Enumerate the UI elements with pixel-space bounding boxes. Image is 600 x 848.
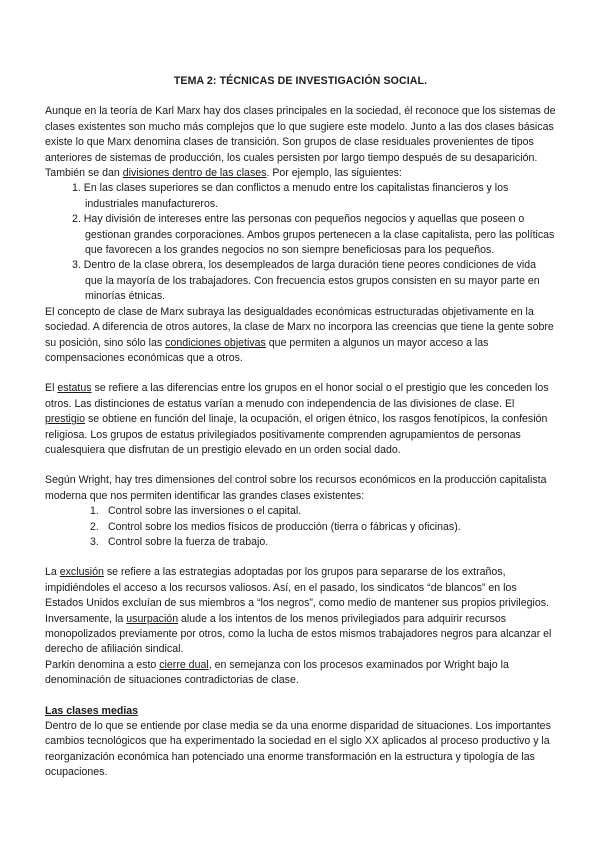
division-item: 2. Hay división de intereses entre las personas con pequeños negocios y aquellas que poseen o gestionan grandes corporaciones. Ambos grupos pertenecen a la clase capitalista, pero las políticas que favorecen a los grandes negocios no son siempre beneficiosas para los pequeños.: [72, 213, 555, 257]
list-number: 2.: [90, 520, 99, 533]
division-item: 3. Dentro de la clase obrera, los desempleados de larga duración tiene peores condiciones de vida que la mayoría de los trabajadores. Con frecuencia estos grupos consisten en su mayor parte en minorías étnicas.: [72, 259, 540, 303]
usurpacion-paragraph: [45, 612, 556, 658]
list-item: [45, 504, 556, 519]
term-usurpacion: usurpación: [126, 612, 179, 625]
concept-text: El concepto de clase de Marx subraya las desigualdades económicas estructuradas objetivamente en la sociedad. A diferencia de otros autores, la clase de Marx no incorpora las creencias que tiene la gente sobre su posición, sino sólo las: [45, 305, 554, 349]
estatus-text: El: [45, 382, 58, 395]
list-item: [45, 535, 556, 550]
parkin-text: Parkin denomina a esto: [45, 658, 160, 671]
term-cierre-dual: cierre dual: [159, 658, 209, 671]
concept-paragraph: [45, 305, 556, 367]
clases-medias-paragraph: Dentro de lo que se entiende por clase media se da una enorme disparidad de situaciones. Los importantes cambios tecnológicos que ha experimentado la sociedad en el siglo XX aplicados al proceso productivo y la reorganización económica han potenciado una enorme transformación en la estructura y tipología de las ocupaciones.: [45, 720, 551, 779]
term-divisiones: divisiones dentro de las clases: [122, 167, 267, 180]
wright-intro: Según Wright, hay tres dimensiones del control sobre los recursos económicos en la producción capitalista moderna que nos permiten identificar las grandes clases existentes:: [45, 474, 547, 502]
intro-text: Aunque en la teoría de Karl Marx hay dos clases principales en la sociedad, él reconoce que los sistemas de clases existentes son mucho más complejos que lo que sugiere este modelo. Junto a las dos clases básicas existe lo que Marx denomina clases de transición. Son grupos de clase residuales provenientes de tipos anteriores de sistemas de producción, los cuales persisten por largo tiempo después de su desaparición. También se dan: [45, 105, 556, 180]
exclusion-text-end: se refiere a las estrategias adoptadas por los grupos para separarse de los extraños, impidiéndoles el acceso a los recursos valiosos. Así, en el pasado, los sindicatos “de blancos” en los Estados Unidos excluían de sus miembros a “los negros”, como medio de mantener sus propios privilegios.: [45, 566, 550, 610]
intro-paragraph: [45, 104, 556, 181]
exclusion-paragraph: [45, 565, 556, 611]
concept-text-end: que permiten a algunos un mayor acceso a las compensaciones económicas que a otros.: [45, 336, 489, 364]
parkin-paragraph: [45, 658, 556, 689]
estatus-text-mid: se refiere a las diferencias entre los grupos en el honor social o el prestigio que les conceden los otros. Las distinciones de estatus varían a menudo con independencia de las divisiones de clase. El: [45, 382, 549, 410]
exclusion-text: La: [45, 566, 60, 579]
intro-text-end: . Por ejemplo, las siguientes:: [266, 167, 402, 180]
estatus-paragraph: [45, 381, 556, 458]
list-text: Control sobre la fuerza de trabajo.: [108, 535, 269, 548]
term-exclusion: exclusión: [59, 566, 104, 579]
list-number: 1.: [90, 505, 99, 518]
page-title: TEMA 2: TÉCNICAS DE INVESTIGACIÓN SOCIAL.: [173, 75, 428, 87]
list-item: [45, 520, 556, 535]
division-item: 1. En las clases superiores se dan conflictos a menudo entre los capitalistas financieros y los industriales manufactureros.: [72, 182, 509, 210]
term-condiciones-objetivas: condiciones objetivas: [165, 336, 266, 349]
list-text: Control sobre las inversiones o el capital.: [108, 505, 302, 518]
list-number: 3.: [90, 535, 99, 548]
wright-list: [45, 504, 556, 550]
usurpacion-text-end: alude a los intentos de los menos privilegiados para adquirir recursos monopolizados previamente por otros, como la lucha de estos mismos trabajadores negros para alcanzar el derecho de afiliación sindical.: [45, 612, 552, 656]
list-text: Control sobre los medios físicos de producción (tierra o fábricas y oficinas).: [108, 520, 461, 533]
section-heading: Las clases medias: [45, 704, 139, 717]
estatus-text-end: se obtiene en función del linaje, la ocupación, el origen étnico, los rasgos fenotípicos, la confesión religiosa. Los grupos de estatus privilegiados positivamente comprenden agrupamientos de personas cualesquiera que disfrutan de un prestigio elevado en un orden social dado.: [45, 413, 548, 456]
parkin-text-end: , en semejanza con los procesos examinados por Wright bajo la denominación de situaciones contradictorias de clase.: [45, 658, 509, 687]
term-prestigio: prestigio: [45, 413, 86, 426]
divisions-list: [45, 181, 556, 304]
usurpacion-text: Inversamente, la: [45, 612, 127, 625]
term-estatus: estatus: [57, 382, 92, 395]
